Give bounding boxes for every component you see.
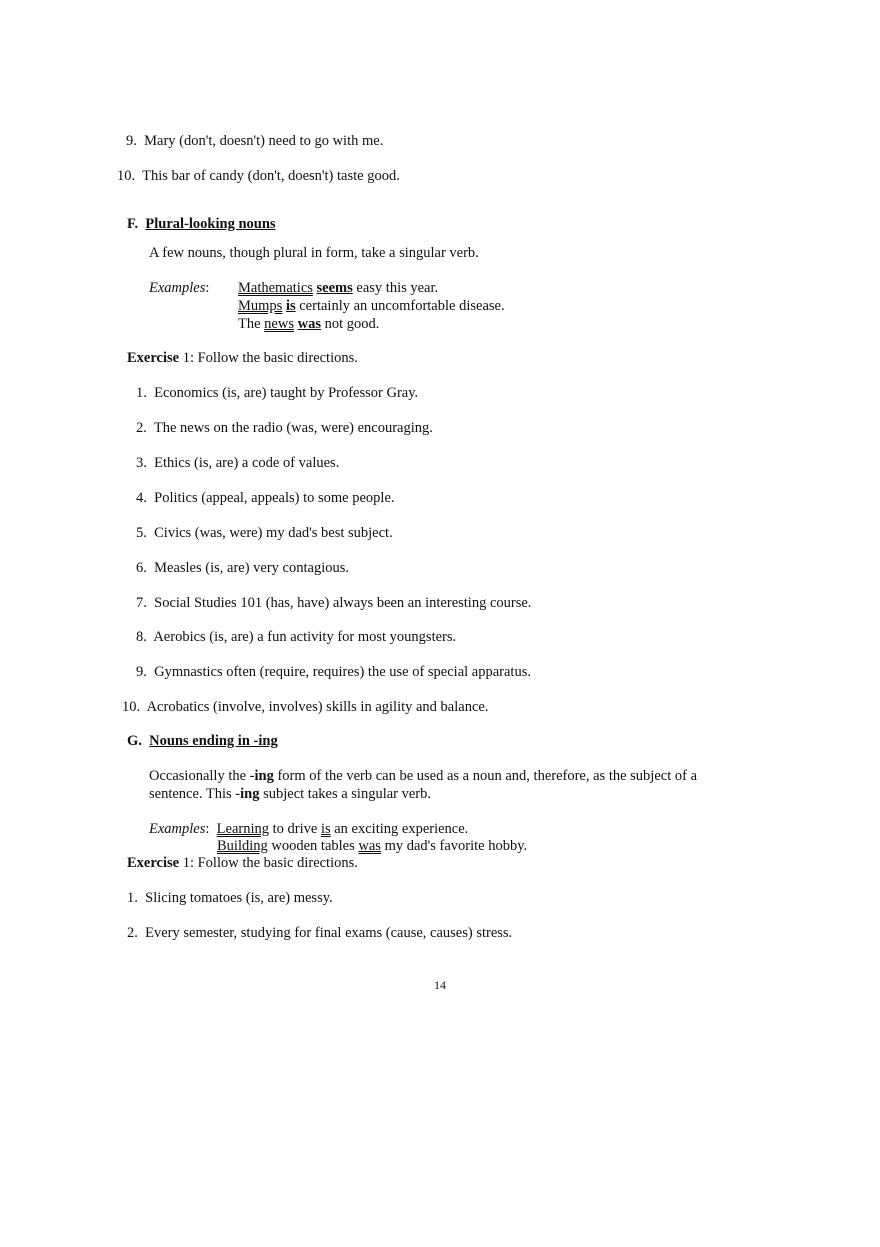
- item-text: This bar of candy (don't, doesn't) taste good.: [142, 168, 400, 184]
- section-letter: F.: [127, 216, 139, 232]
- example-subject: news: [264, 316, 294, 332]
- exercise-item: [126, 132, 383, 150]
- example-verb: was: [358, 838, 381, 854]
- section-title: Plural-looking nouns: [145, 216, 276, 232]
- section-heading: [127, 215, 276, 233]
- exercise-item: 3. Ethics (is, are) a code of values.: [136, 455, 340, 471]
- exercise-directions: Exercise 1: Follow the basic directions.: [127, 855, 358, 871]
- item-text: Mary (don't, doesn't) need to go with me.: [144, 133, 384, 149]
- exercise-item: 1. Economics (is, are) taught by Professor Gray.: [136, 385, 419, 401]
- example-line: The news was not good.: [238, 316, 380, 332]
- exercise-item: 2. The news on the radio (was, were) encouraging.: [136, 420, 433, 436]
- example-line: Building wooden tables was my dad's favorite hobby.: [217, 838, 528, 854]
- examples-label: Examples: [149, 821, 206, 837]
- exercise-item: 2. Every semester, studying for final exams (cause, causes) stress.: [127, 925, 513, 941]
- example-verb: is: [285, 298, 296, 314]
- example-verb: was: [297, 316, 321, 332]
- example-subject: Mumps: [238, 298, 283, 314]
- section-paragraph: Occasionally the -ing form of the verb can be used as a noun and, therefore, as the subject of a: [149, 768, 697, 784]
- exercise-label: Exercise: [127, 855, 180, 871]
- exercise-item: 4. Politics (appeal, appeals) to some people.: [136, 490, 395, 506]
- exercise-label: Exercise: [127, 350, 180, 366]
- exercise-directions: Exercise 1: Follow the basic directions.: [127, 350, 358, 366]
- example-line: Examples: Mathematics seems easy this year.: [149, 280, 439, 296]
- examples-label: Examples: [149, 280, 206, 296]
- section-intro: A few nouns, though plural in form, take a singular verb.: [149, 245, 479, 261]
- section-paragraph: sentence. This -ing subject takes a singular verb.: [149, 786, 432, 802]
- exercise-item: [117, 167, 400, 185]
- exercise-item: 8. Aerobics (is, are) a fun activity for most youngsters.: [136, 629, 457, 645]
- section-heading: [127, 732, 278, 750]
- exercise-item: 1. Slicing tomatoes (is, are) messy.: [127, 890, 333, 906]
- example-subject: Mathematics: [238, 280, 313, 296]
- exercise-item: 6. Measles (is, are) very contagious.: [136, 560, 350, 576]
- example-subject: Learning: [216, 821, 269, 837]
- item-number: 9.: [126, 133, 137, 149]
- example-verb: seems: [316, 280, 353, 296]
- example-verb: is: [320, 821, 331, 837]
- section-letter: G.: [127, 733, 142, 749]
- example-line: Mumps is certainly an uncomfortable disease.: [238, 298, 505, 314]
- item-number: 10.: [117, 168, 136, 184]
- section-title: Nouns ending in -ing: [149, 733, 278, 749]
- example-subject: Building: [217, 838, 268, 854]
- page-number: 14: [434, 978, 446, 992]
- exercise-item: 9. Gymnastics often (require, requires) the use of special apparatus.: [136, 664, 531, 680]
- example-line: Examples: Learning to drive is an exciting experience.: [149, 821, 469, 837]
- exercise-item: 7. Social Studies 101 (has, have) always been an interesting course.: [136, 595, 532, 611]
- exercise-item: 10. Acrobatics (involve, involves) skills in agility and balance.: [122, 699, 489, 715]
- exercise-item: 5. Civics (was, were) my dad's best subject.: [136, 525, 393, 541]
